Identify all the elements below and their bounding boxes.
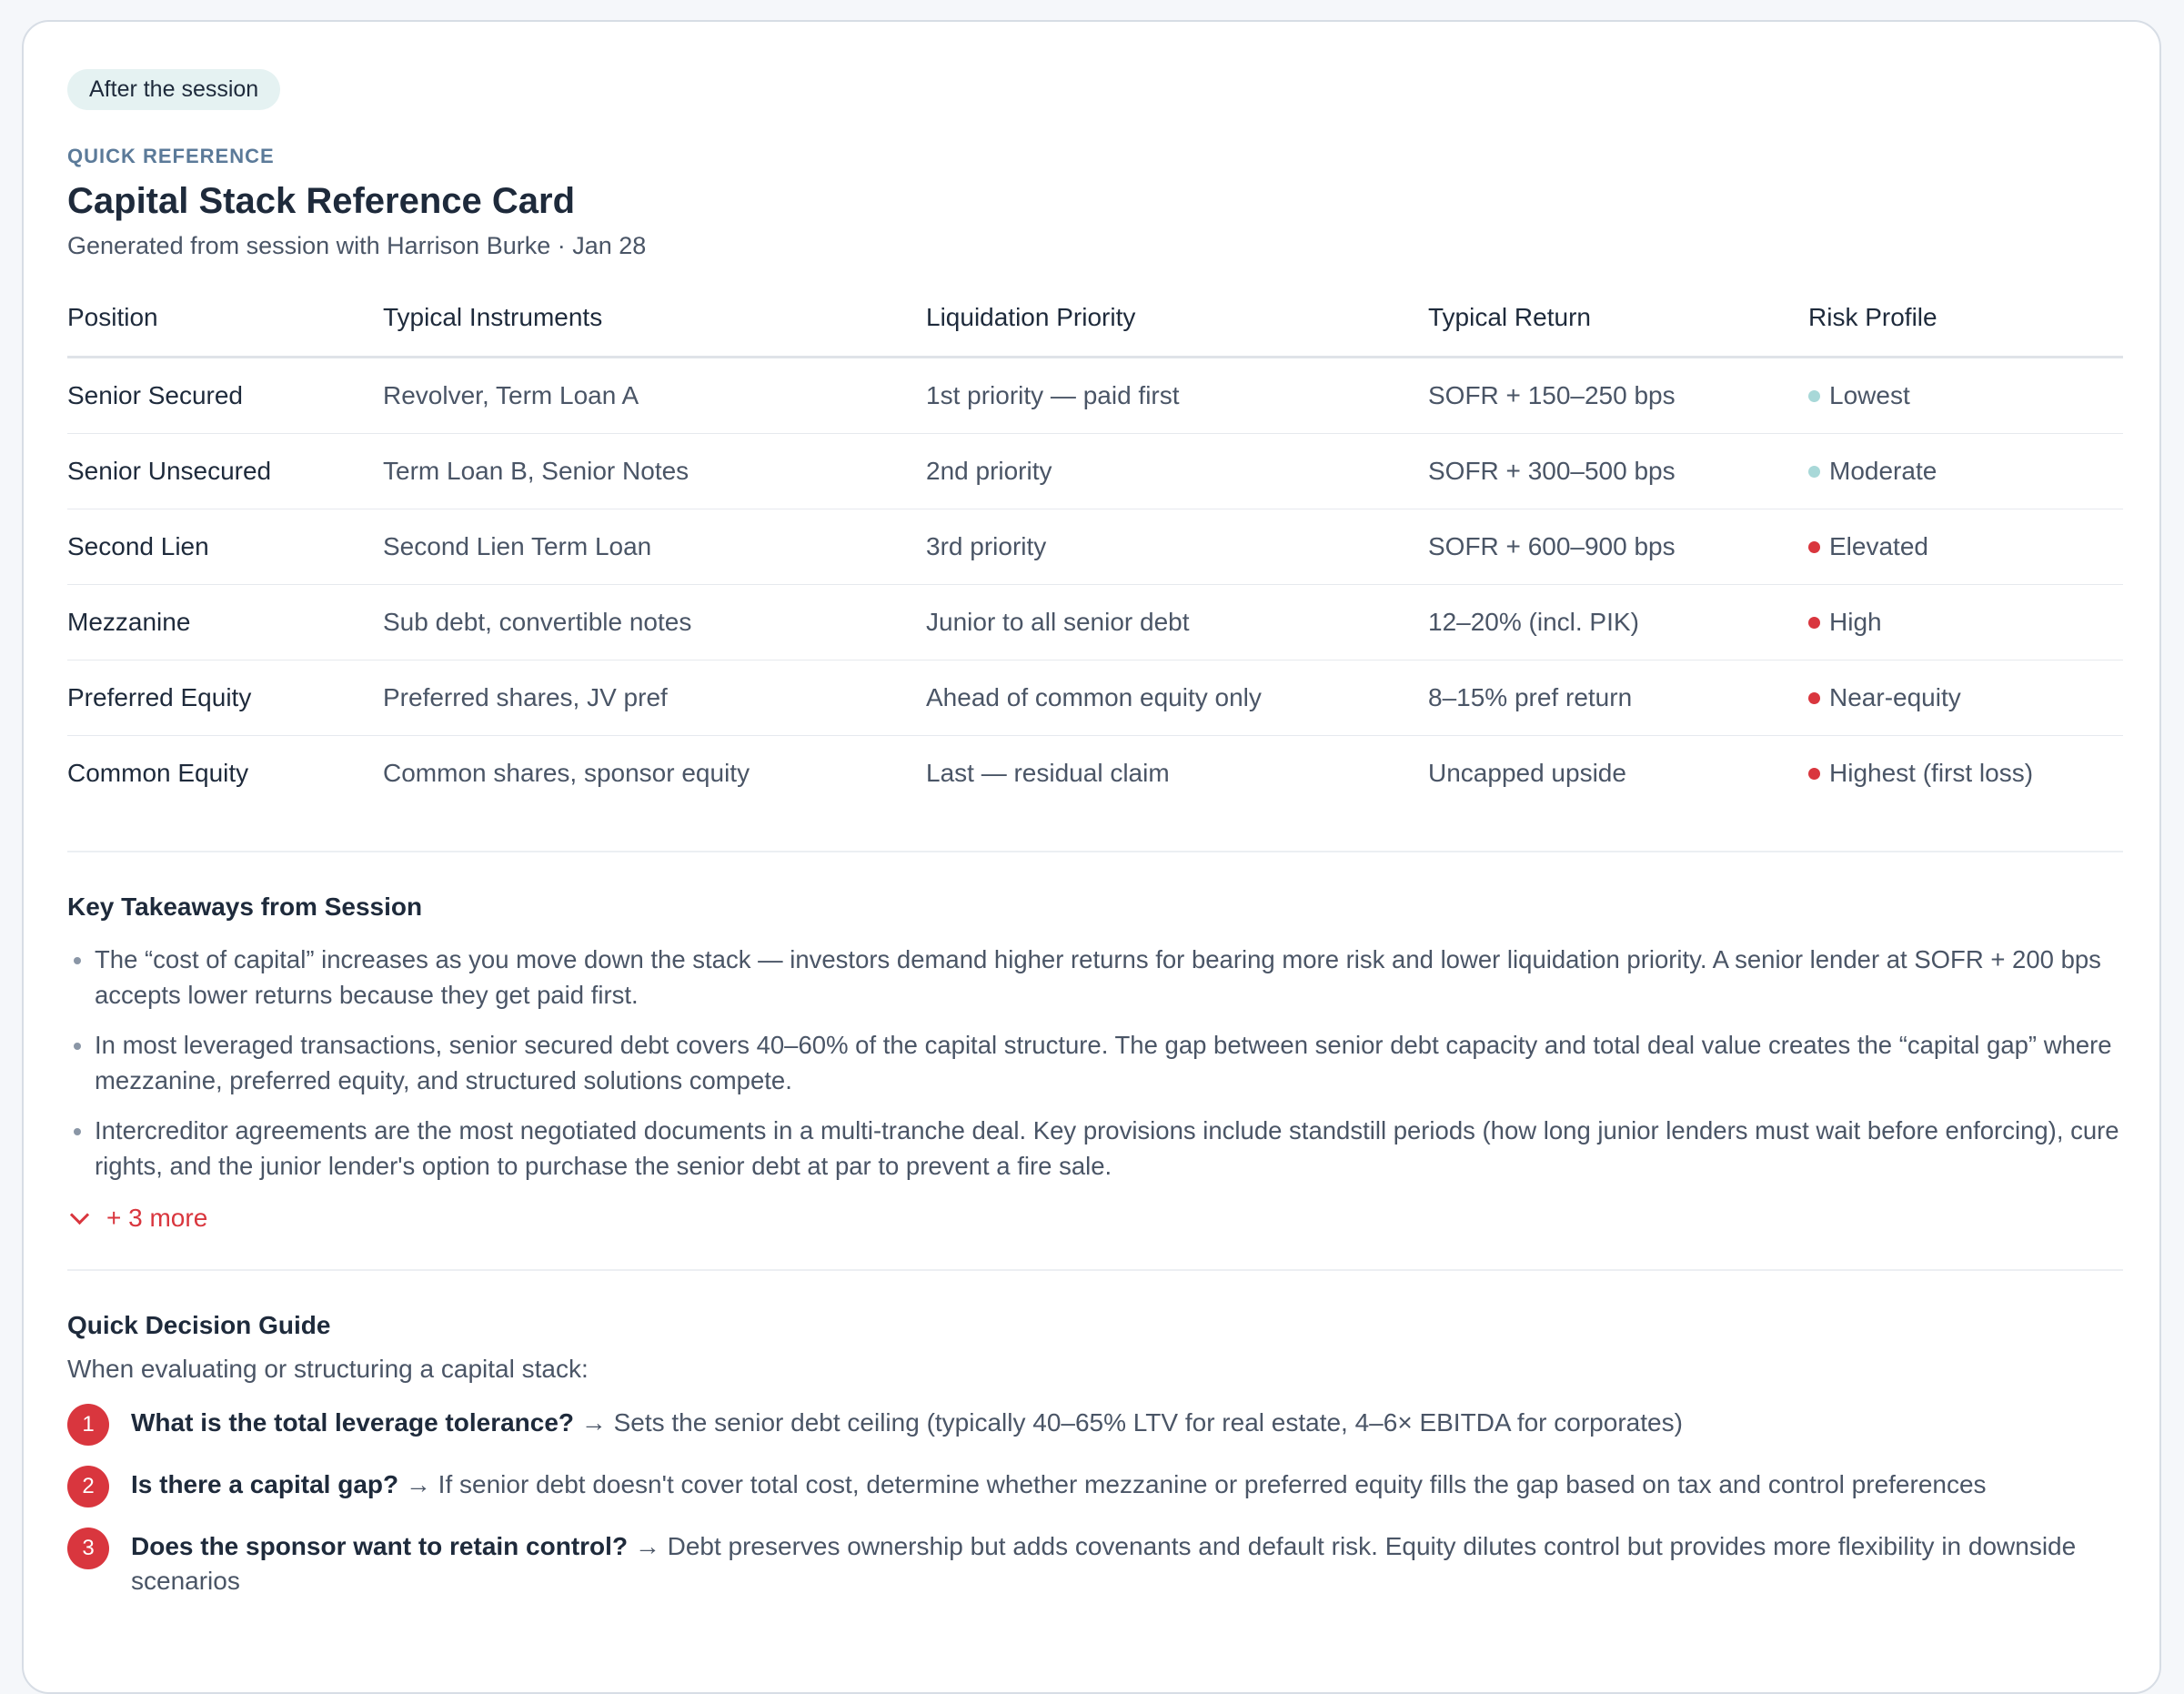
risk-label: Highest (first loss) xyxy=(1829,759,2034,787)
column-header-priority: Liquidation Priority xyxy=(926,299,1428,358)
step-text xyxy=(131,1529,2123,1598)
step-text xyxy=(131,1406,1683,1440)
takeaways-title: Key Takeaways from Session xyxy=(67,892,423,921)
table-header-row xyxy=(67,299,2123,358)
step-number-badge: 2 xyxy=(67,1466,109,1507)
risk-indicator-dot xyxy=(1808,617,1820,629)
cell-risk xyxy=(1808,585,2123,660)
cell-position: Common Equity xyxy=(67,759,249,787)
guide-intro: When evaluating or structuring a capital stack: xyxy=(67,1355,589,1383)
risk-label: Lowest xyxy=(1829,381,1910,409)
card-content xyxy=(67,69,2123,1598)
takeaways-section xyxy=(67,892,2123,1233)
risk-indicator-dot xyxy=(1808,541,1820,553)
cell-instruments: Preferred shares, JV pref xyxy=(383,660,926,736)
column-header-return: Typical Return xyxy=(1428,299,1808,358)
takeaways-list xyxy=(67,942,2123,1184)
cell-priority: 3rd priority xyxy=(926,509,1428,585)
cell-return: SOFR + 150–250 bps xyxy=(1428,358,1808,434)
page-subtitle: Generated from session with Harrison Burke · Jan 28 xyxy=(67,232,647,259)
guide-step xyxy=(67,1467,2123,1507)
risk-indicator-dot xyxy=(1808,768,1820,780)
risk-label: High xyxy=(1829,608,1882,636)
decision-guide-section xyxy=(67,1311,2123,1598)
column-header-risk: Risk Profile xyxy=(1808,299,2123,358)
cell-return: Uncapped upside xyxy=(1428,759,1626,787)
step-answer: → If senior debt doesn't cover total cost, determine whether mezzanine or preferred equity fills the gap based on tax and control preferences xyxy=(398,1470,1987,1498)
column-header-position: Position xyxy=(67,299,383,358)
reference-card xyxy=(22,20,2161,1694)
risk-label: Moderate xyxy=(1829,457,1937,485)
table-row xyxy=(67,509,2123,585)
cell-position: Senior Unsecured xyxy=(67,434,383,509)
capital-stack-table xyxy=(67,299,2123,811)
column-header-instruments: Typical Instruments xyxy=(383,299,926,358)
step-question: Is there a capital gap? xyxy=(131,1470,399,1498)
cell-instruments: Common shares, sponsor equity xyxy=(383,759,750,787)
cell-priority: 2nd priority xyxy=(926,434,1428,509)
risk-indicator-dot xyxy=(1808,390,1820,402)
guide-title: Quick Decision Guide xyxy=(67,1311,331,1339)
table-row xyxy=(67,434,2123,509)
cell-priority: Ahead of common equity only xyxy=(926,660,1428,736)
step-answer: → Sets the senior debt ceiling (typically 40–65% LTV for real estate, 4–6× EBITDA for corporates) xyxy=(574,1408,1683,1437)
show-more-label: + 3 more xyxy=(106,1204,208,1232)
cell-position: Mezzanine xyxy=(67,585,383,660)
guide-step xyxy=(67,1406,2123,1446)
table-row xyxy=(67,585,2123,660)
cell-risk xyxy=(1808,434,2123,509)
cell-risk xyxy=(1808,358,2123,434)
step-answer: → Debt preserves ownership but adds covenants and default risk. Equity dilutes control but provides more flexibility in downside scenarios xyxy=(131,1532,2077,1595)
cell-return: SOFR + 600–900 bps xyxy=(1428,509,1808,585)
table-row xyxy=(67,358,2123,434)
list-item: • Intercreditor agreements are the most negotiated documents in a multi-tranche deal. Key provisions include standstill periods (how long junior lenders must wait before enforcing), cure rights, and the junior lender's option to purchase the senior debt at par to prevent a fire sale. xyxy=(95,1113,2123,1184)
cell-instruments: Sub debt, convertible notes xyxy=(383,585,926,660)
cell-return: 8–15% pref return xyxy=(1428,660,1808,736)
risk-indicator-dot xyxy=(1808,466,1820,478)
cell-priority: 1st priority — paid first xyxy=(926,358,1428,434)
cell-priority: Last — residual claim xyxy=(926,759,1170,787)
list-item: • The “cost of capital” increases as you move down the stack — investors demand higher returns for bearing more risk and lower liquidation priority. A senior lender at SOFR + 200 bps accepts lower returns because they get paid first. xyxy=(95,942,2123,1013)
step-question: Does the sponsor want to retain control? xyxy=(131,1532,629,1560)
cell-return: 12–20% (incl. PIK) xyxy=(1428,585,1808,660)
page-title: Capital Stack Reference Card xyxy=(67,181,576,221)
step-question: What is the total leverage tolerance? xyxy=(131,1408,575,1437)
list-item: • In most leveraged transactions, senior secured debt covers 40–60% of the capital structure. The gap between senior debt capacity and total deal value creates the “capital gap” where mezzanine, preferred equity, and structured solutions compete. xyxy=(95,1027,2123,1098)
section-divider xyxy=(67,1269,2123,1271)
step-number-badge: 1 xyxy=(67,1404,109,1446)
guide-step xyxy=(67,1529,2123,1598)
chevron-down-icon xyxy=(70,1205,89,1224)
eyebrow-label: QUICK REFERENCE xyxy=(67,145,275,167)
cell-instruments: Second Lien Term Loan xyxy=(383,509,926,585)
risk-label: Near-equity xyxy=(1829,683,1961,711)
show-more-button[interactable] xyxy=(67,1204,207,1233)
risk-indicator-dot xyxy=(1808,692,1820,704)
cell-position: Second Lien xyxy=(67,509,383,585)
cell-position: Preferred Equity xyxy=(67,660,383,736)
cell-risk xyxy=(1808,736,2123,812)
cell-return: SOFR + 300–500 bps xyxy=(1428,434,1808,509)
table-row xyxy=(67,736,2123,812)
section-divider xyxy=(67,851,2123,852)
cell-position: Senior Secured xyxy=(67,358,383,434)
step-number-badge: 3 xyxy=(67,1528,109,1569)
cell-instruments: Revolver, Term Loan A xyxy=(383,358,926,434)
cell-priority: Junior to all senior debt xyxy=(926,585,1428,660)
session-badge: After the session xyxy=(67,69,280,110)
cell-risk xyxy=(1808,509,2123,585)
cell-instruments: Term Loan B, Senior Notes xyxy=(383,434,926,509)
cell-risk xyxy=(1808,660,2123,736)
step-text xyxy=(131,1467,1987,1502)
table-row xyxy=(67,660,2123,736)
risk-label: Elevated xyxy=(1829,532,1928,560)
